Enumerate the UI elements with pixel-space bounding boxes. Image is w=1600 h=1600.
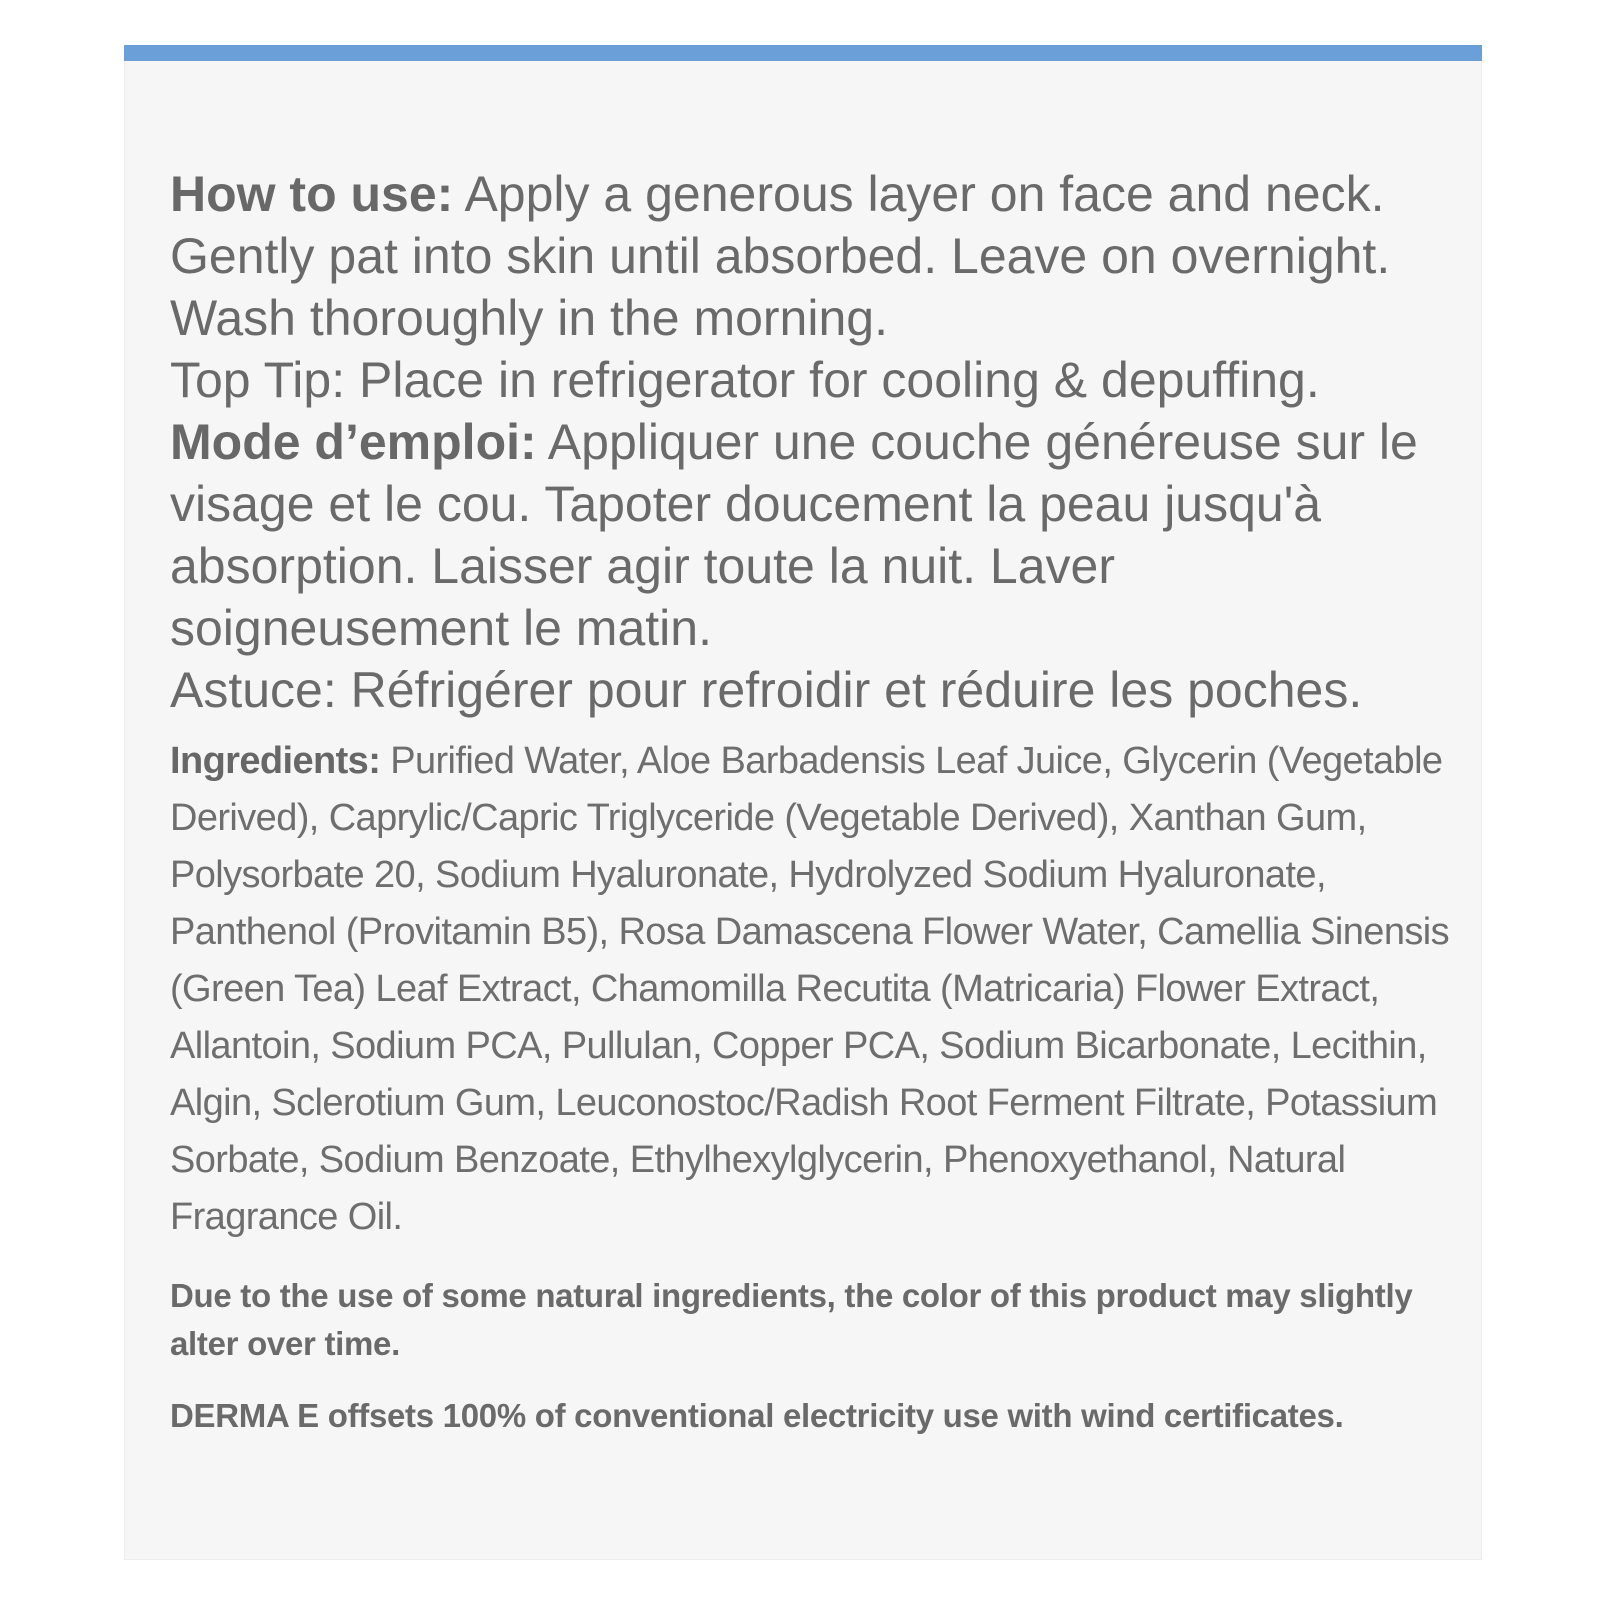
ingredients-paragraph	[170, 733, 1450, 1246]
mode-emploi-paragraph	[170, 411, 1450, 659]
mode-emploi-label: Mode d’emploi:	[170, 414, 537, 470]
how-to-use-paragraph	[170, 163, 1450, 349]
ingredients-text: Purified Water, Aloe Barbadensis Leaf Juice, Glycerin (Vegetable Derived), Caprylic/Capric Triglyceride (Vegetable Derived), Xanthan Gum, Polysorbate 20, Sodium Hyaluronate, Hydrolyzed Sodium Hyaluronate, Panthenol (Provitamin B5), Rosa Damascena Flower Water, Camellia Sinensis (Green Tea) Leaf Extract, Chamomilla Recutita (Matricaria) Flower Extract, Allantoin, Sodium PCA, Pullulan, Copper PCA, Sodium Bicarbonate, Lecithin, Algin, Sclerotium Gum, Leuconostoc/Radish Root Ferment Filtrate, Potassium Sorbate, Sodium Benzoate, Ethylhexylglycerin, Phenoxyethanol, Natural Fragrance Oil.	[170, 740, 1450, 1238]
ingredients-label: Ingredients:	[170, 740, 381, 782]
label-panel	[124, 45, 1482, 1560]
label-content	[170, 163, 1450, 1440]
how-to-use-text: Apply a generous layer on face and neck. Gently pat into skin until absorbed. Leave on overnight. Wash thoroughly in the morning.	[170, 166, 1391, 346]
mode-emploi-text: Appliquer une couche généreuse sur le visage et le cou. Tapoter doucement la peau jusqu'à absorption. Laisser agir toute la nuit. Laver soigneusement le matin.	[170, 414, 1418, 656]
top-tip-paragraph: Top Tip: Place in refrigerator for cooling & depuffing.	[170, 352, 1320, 408]
blue-top-band	[124, 45, 1482, 61]
astuce-paragraph: Astuce: Réfrigérer pour refroidir et réduire les poches.	[170, 662, 1363, 718]
color-notice: Due to the use of some natural ingredients, the color of this product may slightly alter over time.	[170, 1277, 1413, 1362]
how-to-use-label: How to use:	[170, 166, 454, 222]
wind-notice: DERMA E offsets 100% of conventional electricity use with wind certificates.	[170, 1397, 1344, 1434]
